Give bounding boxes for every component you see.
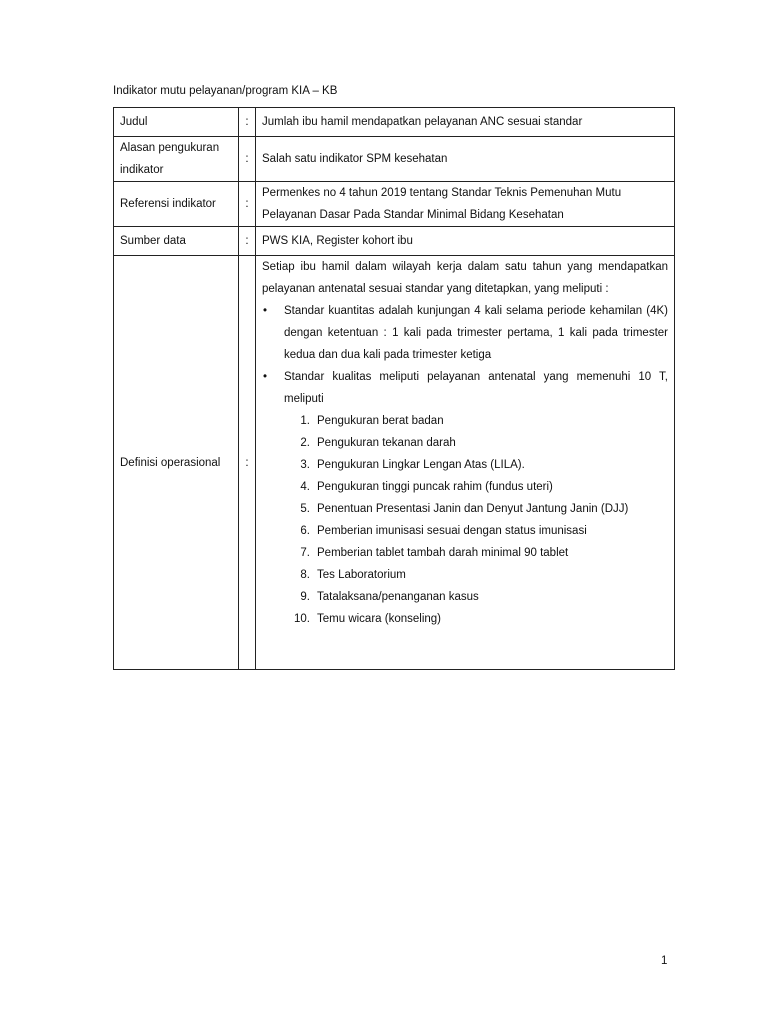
- list-item: [262, 454, 668, 476]
- item-number: 4.: [300, 481, 310, 493]
- item-number: 10.: [294, 613, 310, 625]
- item-number: 9.: [300, 591, 310, 603]
- colon: :: [239, 256, 256, 670]
- list-item: [262, 542, 668, 564]
- row-definisi: [114, 256, 675, 670]
- item-number: 6.: [300, 525, 310, 537]
- label-alasan-line2: indikator: [120, 164, 164, 176]
- list-item: [262, 586, 668, 608]
- list-item: [262, 564, 668, 586]
- list-item: [262, 432, 668, 454]
- item-text: Temu wicara (konseling): [317, 613, 441, 625]
- value-definisi: [256, 256, 675, 670]
- page-number: 1: [661, 955, 668, 967]
- item-number: 1.: [300, 415, 310, 427]
- item-text: Pengukuran Lingkar Lengan Atas (LILA).: [317, 459, 525, 471]
- bullet-kualitas: • Standar kualitas meliputi pelayanan antenatal yang memenuhi 10 T, meliputi: [284, 366, 668, 410]
- item-text: Pengukuran berat badan: [317, 415, 444, 427]
- definisi-bullets: [262, 300, 668, 410]
- value-alasan: Salah satu indikator SPM kesehatan: [256, 137, 675, 182]
- label-sumber: Sumber data: [114, 227, 239, 256]
- colon: :: [239, 182, 256, 227]
- item-text: Tatalaksana/penanganan kasus: [317, 591, 479, 603]
- item-text: Tes Laboratorium: [317, 569, 406, 581]
- definisi-intro: Setiap ibu hamil dalam wilayah kerja dalam satu tahun yang mendapatkan pelayanan antenatal sesuai standar yang ditetapkan, yang meliputi :: [262, 261, 668, 295]
- label-alasan: [114, 137, 239, 182]
- item-text: Pengukuran tinggi puncak rahim (fundus uteri): [317, 481, 553, 493]
- item-number: 5.: [300, 503, 310, 515]
- list-item: [262, 498, 668, 520]
- item-text: Pengukuran tekanan darah: [317, 437, 456, 449]
- item-text: Pemberian imunisasi sesuai dengan status imunisasi: [317, 525, 587, 537]
- list-item: [262, 520, 668, 542]
- row-sumber: [114, 227, 675, 256]
- colon: :: [239, 227, 256, 256]
- colon: :: [239, 108, 256, 137]
- label-alasan-line1: Alasan pengukuran: [120, 142, 220, 154]
- indicator-table: [113, 107, 675, 670]
- ten-t-list: [262, 410, 668, 630]
- row-referensi: [114, 182, 675, 227]
- list-item: [262, 608, 668, 630]
- row-alasan: [114, 137, 675, 182]
- item-text: Pemberian tablet tambah darah minimal 90 tablet: [317, 547, 569, 559]
- item-number: 2.: [300, 437, 310, 449]
- bullet-kuantitas: • Standar kuantitas adalah kunjungan 4 kali selama periode kehamilan (4K) dengan ketentuan : 1 kali pada trimester pertama, 1 kali pada trimester kedua dan dua kali pada trimester ketiga: [284, 300, 668, 366]
- value-referensi: Permenkes no 4 tahun 2019 tentang Standar Teknis Pemenuhan Mutu Pelayanan Dasar Pada Standar Minimal Bidang Kesehatan: [256, 182, 675, 227]
- item-number: 7.: [300, 547, 310, 559]
- value-sumber: PWS KIA, Register kohort ibu: [256, 227, 675, 256]
- page-title: Indikator mutu pelayanan/program KIA – KB: [113, 85, 338, 97]
- label-referensi: Referensi indikator: [114, 182, 239, 227]
- label-definisi: Definisi operasional: [114, 256, 239, 670]
- item-number: 3.: [300, 459, 310, 471]
- list-item: [262, 476, 668, 498]
- colon: :: [239, 137, 256, 182]
- list-item: [262, 410, 668, 432]
- label-judul: Judul: [114, 108, 239, 137]
- value-judul: Jumlah ibu hamil mendapatkan pelayanan ANC sesuai standar: [256, 108, 675, 137]
- row-judul: [114, 108, 675, 137]
- item-number: 8.: [300, 569, 310, 581]
- item-text: Penentuan Presentasi Janin dan Denyut Jantung Janin (DJJ): [317, 503, 629, 515]
